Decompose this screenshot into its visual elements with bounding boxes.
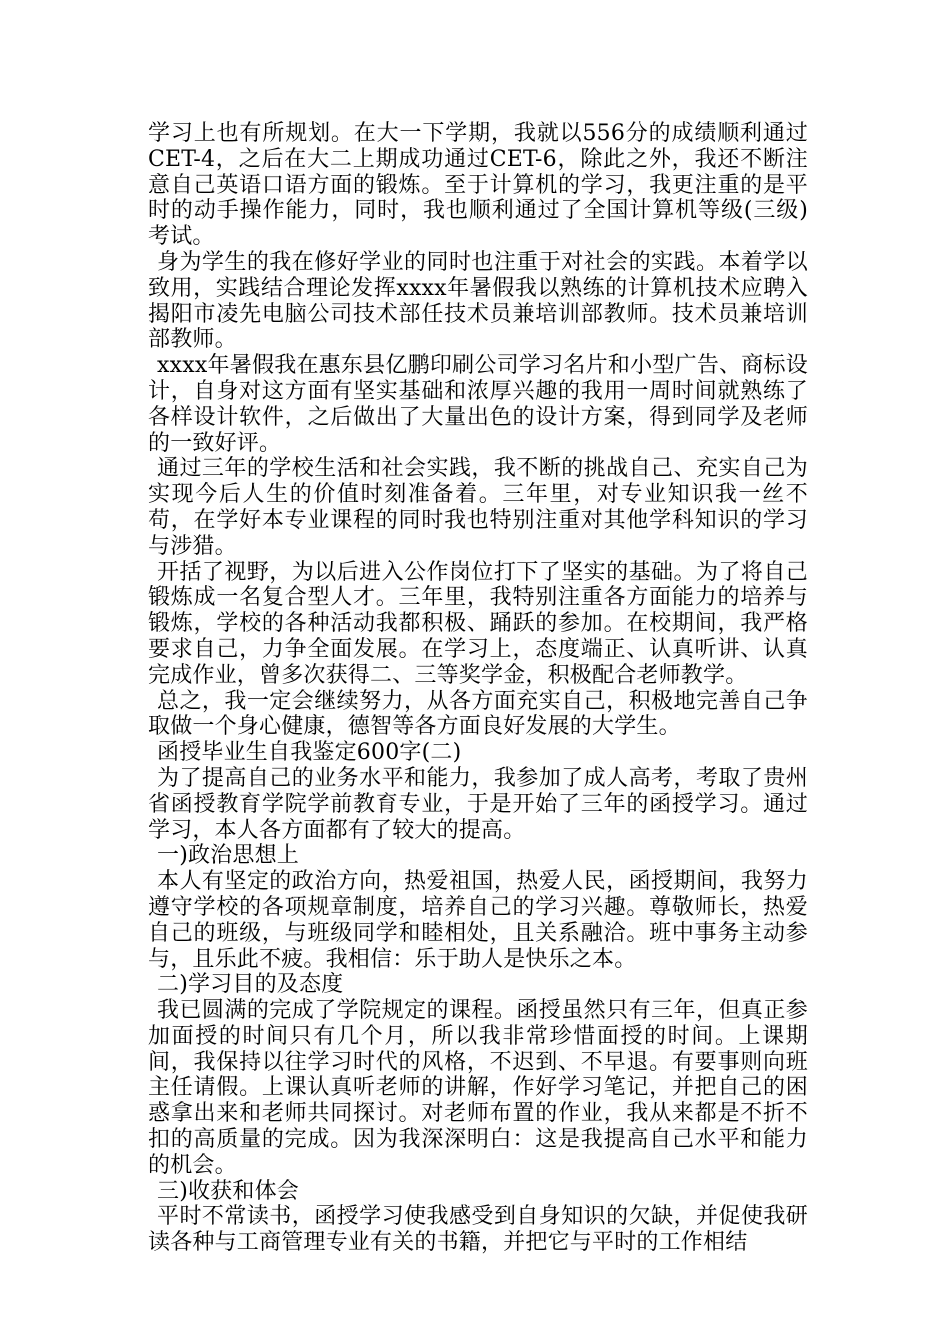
paragraph-three-years: 通过三年的学校生活和社会实践，我不断的挑战自己、充实自己为实现今后人生的价值时刻准备着。三年里，对专业知识我一丝不苟，在学好本专业课程的同时我也特别注重对其他学科知识的学习与涉猎。	[148, 456, 808, 559]
document-page	[148, 121, 808, 1256]
section-title: 函授毕业生自我鉴定600字(二)	[157, 740, 462, 766]
paragraph-broadened-view: 开括了视野，为以后进入公作岗位打下了坚实的基础。为了将自己锻炼成一名复合型人才。三年里，我特别注重各方面能力的培养与锻炼，学校的各种活动我都积极、踊跃的参加。在校期间，我严格要求自己，力争全面发展。在学习上，态度端正、认真听讲、认真完成作业，曾多次获得二、三等奖学金，积极配合老师教学。	[148, 559, 808, 688]
paragraph-summer-printing: xxxx年暑假我在惠东县亿鹏印刷公司学习名片和小型广告、商标设计，自身对这方面有坚实基础和浓厚兴趣的我用一周时间就熟练了各样设计软件，之后做出了大量出色的设计方案，得到同学及老师的一致好评。	[148, 353, 808, 456]
paragraph-gains: 平时不常读书，函授学习使我感受到自身知识的欠缺，并促使我研读各种与工商管理专业有关的书籍，并把它与平时的工作相结	[148, 1204, 808, 1256]
paragraph-conclusion: 总之，我一定会继续努力，从各方面充实自己，积极地完善自己争取做一个身心健康，德智等各方面良好发展的大学生。	[148, 688, 808, 740]
heading-study-attitude: 二)学习目的及态度	[157, 972, 344, 998]
paragraph-intro: 为了提高自己的业务水平和能力，我参加了成人高考，考取了贵州省函授教育学院学前教育专业，于是开始了三年的函授学习。通过学习，本人各方面都有了较大的提高。	[148, 765, 808, 843]
paragraph-study-attitude: 我已圆满的完成了学院规定的课程。函授虽然只有三年，但真正参加面授的时间只有几个月，所以我非常珍惜面授的时间。上课期间，我保持以往学习时代的风格，不迟到、不早退。有要事则向班主任请假。上课认真听老师的讲解，作好学习笔记，并把自己的困惑拿出来和老师共同探讨。对老师布置的作业，我从来都是不折不扣的高质量的完成。因为我深深明白：这是我提高自己水平和能力的机会。	[148, 998, 808, 1178]
paragraph-social-practice: 身为学生的我在修好学业的同时也注重于对社会的实践。本着学以致用，实践结合理论发挥xxxx年暑假我以熟练的计算机技术应聘入揭阳市凌先电脑公司技术部任技术员兼培训部教师。技术员兼培训部教师。	[148, 249, 808, 353]
paragraph-study-plan: 学习上也有所规划。在大一下学期，我就以556分的成绩顺利通过CET-4，之后在大二上期成功通过CET-6，除此之外，我还不断注意自己英语口语方面的锻炼。至于计算机的学习，我更注重的是平时的动手操作能力，同时，我也顺利通过了全国计算机等级(三级)考试。	[148, 121, 808, 250]
paragraph-politics: 本人有坚定的政治方向，热爱祖国，热爱人民，函授期间，我努力遵守学校的各项规章制度，培养自己的学习兴趣。尊敬师长，热爱自己的班级，与班级同学和睦相处，且关系融洽。班中事务主动参与，且乐此不疲。我相信：乐于助人是快乐之本。	[148, 869, 808, 972]
heading-politics: 一)政治思想上	[157, 843, 299, 869]
heading-gains: 三)收获和体会	[157, 1178, 299, 1204]
